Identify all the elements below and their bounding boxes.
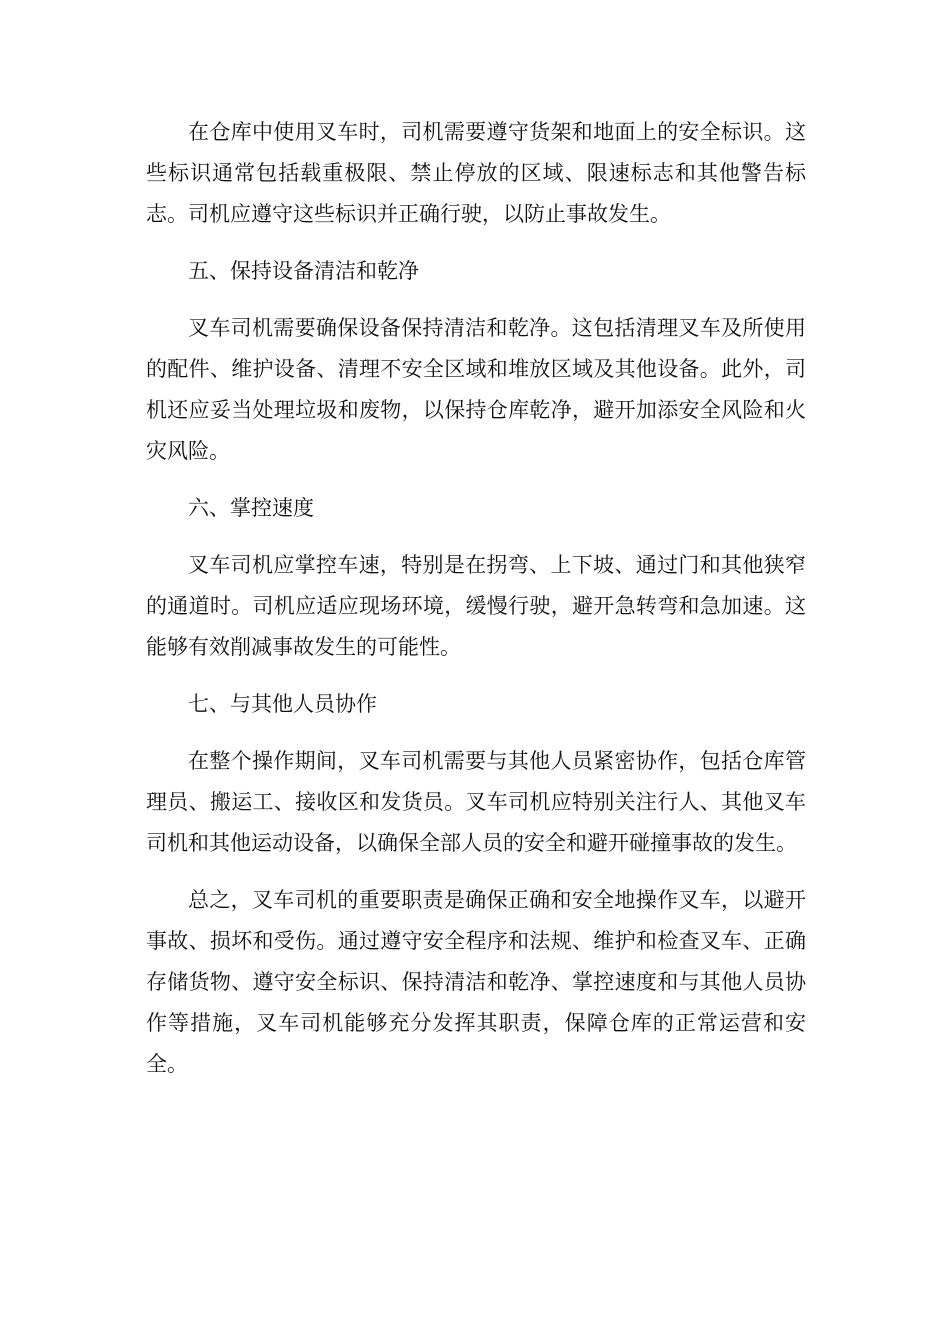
section-heading-7: 七、与其他人员协作 [188, 692, 377, 716]
paragraph-safety-signs: 在仓库中使用叉车时，司机需要遵守货架和地面上的安全标识。这些标识通常包括载重极限、禁止停放的区域、限速标志和其他警告标志。司机应遵守这些标识并正确行驶，以防止事故发生。 [146, 120, 806, 226]
document-body [146, 112, 806, 1101]
section-heading-5: 五、保持设备清洁和乾净 [188, 259, 419, 283]
paragraph-cleanliness: 叉车司机需要确保设备保持清洁和乾净。这包括清理叉车及所使用的配件、维护设备、清理不安全区域和堆放区域及其他设备。此外，司机还应妥当处理垃圾和废物，以保持仓库乾净，避开加添安全风险和火灾风险。 [146, 316, 806, 463]
paragraph-speed-control: 叉车司机应掌控车速，特别是在拐弯、上下坡、通过门和其他狭窄的通道时。司机应适应现场环境，缓慢行驶，避开急转弯和急加速。这能够有效削减事故发生的可能性。 [146, 553, 806, 659]
paragraph-summary: 总之，叉车司机的重要职责是确保正确和安全地操作叉车，以避开事故、损坏和受伤。通过遵守安全程序和法规、维护和检查叉车、正确存储货物、遵守安全标识、保持清洁和乾净、掌控速度和与其他人员协作等措施，叉车司机能够充分发挥其职责，保障仓库的正常运营和安全。 [146, 888, 806, 1076]
section-heading-6: 六、掌控速度 [188, 496, 314, 520]
paragraph-collaboration: 在整个操作期间，叉车司机需要与其他人员紧密协作，包括仓库管理员、搬运工、接收区和发货员。叉车司机应特别关注行人、其他叉车司机和其他运动设备，以确保全部人员的安全和避开碰撞事故的发生。 [146, 749, 806, 855]
